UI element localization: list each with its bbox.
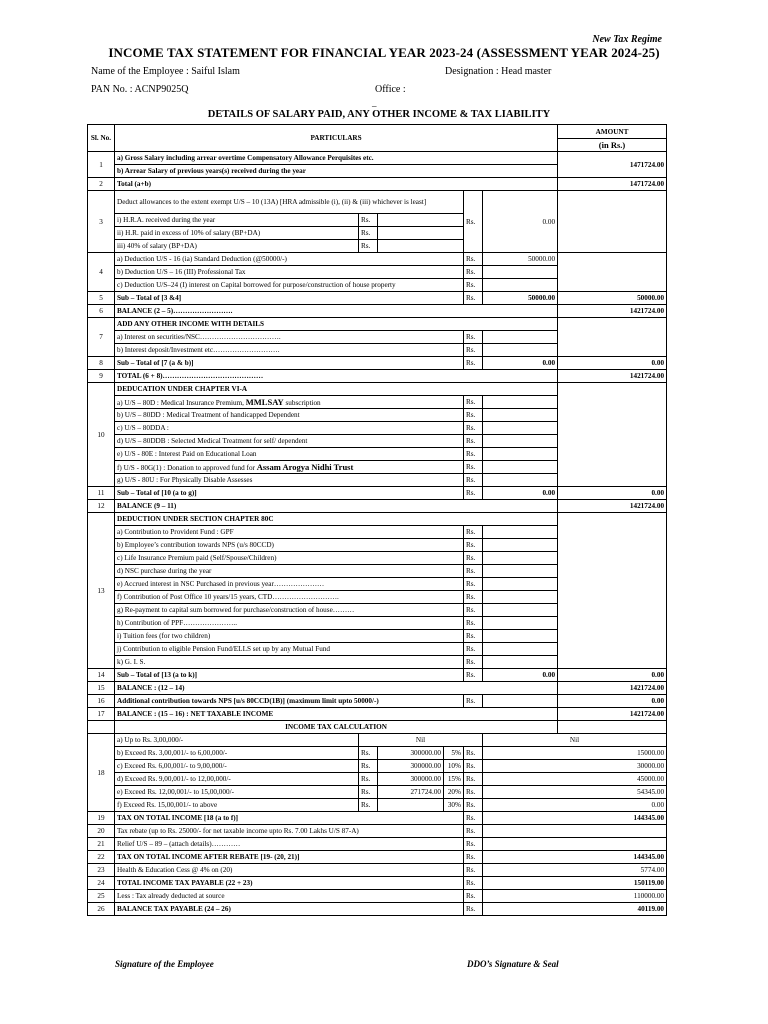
- row-label: c) Deduction U/S–24 (I) interest on Capital borrowed for purpose/construction of house property: [115, 279, 464, 292]
- table-row: 5 Sub – Total of [3 &4] Rs. 50000.00 50000.00: [88, 292, 667, 305]
- row-label: BALANCE (9 – 11): [115, 500, 558, 513]
- row-label: b) U/S – 80DD : Medical Treatment of handicapped Dependent: [115, 409, 464, 422]
- amount-cell: 0.00: [483, 799, 667, 812]
- table-row: 6 BALANCE (2 – 5)……………………. 1421724.00: [88, 305, 667, 318]
- row-label: f) Contribution of Post Office 10 years/15 years, CTD……………………….: [115, 591, 464, 604]
- table-row: 14 Sub – Total of [13 (a to k)] Rs. 0.00 0.00: [88, 669, 667, 682]
- rs-label: Rs.: [464, 539, 483, 552]
- rs-label: Rs.: [464, 266, 483, 279]
- amount-cell: 0.00: [558, 357, 667, 370]
- amount-cell: 144345.00: [483, 812, 667, 825]
- ddo-signature-label: DDO’s Signature & Seal: [467, 959, 559, 969]
- table-row: 2 Total (a+b) 1471724.00: [88, 178, 667, 191]
- amount-cell: 30000.00: [483, 760, 667, 773]
- row-label: DEDUCTION UNDER SECTION CHAPTER 80C: [115, 513, 558, 526]
- row-label: j) Contribution to eligible Pension Fund/ELLS set up by any Mutual Fund: [115, 643, 464, 656]
- rs-label: Rs.: [464, 552, 483, 565]
- employee-name: Name of the Employee : Saiful Islam: [91, 66, 240, 77]
- dash-mark: _: [372, 98, 377, 108]
- rs-label: Rs.: [464, 357, 483, 370]
- table-row: 21 Relief U/S – 89 – (attach details)………… Rs.: [88, 838, 667, 851]
- base-cell: 271724.00: [378, 786, 444, 799]
- table-row: [88, 773, 667, 786]
- row-label: Tax rebate (up to Rs. 25000/- for net taxable income upto Rs. 7.00 Lakhs U/S 87-A): [115, 825, 464, 838]
- table-row: 10 DEDUCATION UNDER CHAPTER VI-A: [88, 383, 667, 396]
- table-row: 12 BALANCE (9 – 11) 1421724.00: [88, 500, 667, 513]
- row-label: BALANCE TAX PAYABLE (24 – 26): [115, 903, 464, 916]
- row-label: iii) 40% of salary (BP+DA): [115, 240, 359, 253]
- row-label: Total (a+b): [115, 178, 558, 191]
- table-row: 19 TAX ON TOTAL INCOME [18 (a to f)] Rs. 144345.00: [88, 812, 667, 825]
- table-row: 4 a) Deduction U/S - 16 (ia) Standard Deduction (@50000/-) Rs. 50000.00: [88, 253, 667, 266]
- amount-cell: 1421724.00: [558, 370, 667, 383]
- row-label: a) Up to Rs. 3,00,000/-: [115, 734, 359, 747]
- amount-cell: 1421724.00: [558, 305, 667, 318]
- row-label: BALANCE (2 – 5)…………………….: [115, 305, 558, 318]
- row-label: TAX ON TOTAL INCOME [18 (a to f)]: [115, 812, 464, 825]
- rs-label: Rs.: [464, 461, 483, 474]
- rate-cell: 5%: [444, 747, 464, 760]
- row-label: Additional contribution towards NPS [u/s 80CCD(1B)] (maximum limit upto 50000/-): [115, 695, 464, 708]
- row-label: TAX ON TOTAL INCOME AFTER REBATE [19- (20, 21)]: [115, 851, 464, 864]
- row-label: e) U/S - 80E : Interest Paid on Educational Loan: [115, 448, 464, 461]
- amount-cell: 1421724.00: [558, 500, 667, 513]
- employee-signature-label: Signature of the Employee: [115, 959, 214, 969]
- table-header-row: [88, 125, 667, 139]
- rs-label: Rs.: [464, 448, 483, 461]
- base-cell: 300000.00: [378, 747, 444, 760]
- rs-label: Rs.: [464, 877, 483, 890]
- statement-title: INCOME TAX STATEMENT FOR FINANCIAL YEAR 2023-24 (ASSESSMENT YEAR 2024-25): [108, 45, 660, 60]
- rs-label: Rs.: [464, 565, 483, 578]
- table-row: 26 BALANCE TAX PAYABLE (24 – 26) Rs. 40119.00: [88, 903, 667, 916]
- row-label: Relief U/S – 89 – (attach details)…………: [115, 838, 464, 851]
- row-label: k) G. I. S.: [115, 656, 464, 669]
- row-label: a) Interest on securities/NSC…………………………….: [115, 331, 464, 344]
- value-cell: 0.00: [483, 669, 558, 682]
- rs-label: Rs.: [464, 617, 483, 630]
- rs-label: Rs.: [464, 409, 483, 422]
- table-row: 25 Less : Tax already deducted at source Rs. 110000.00: [88, 890, 667, 903]
- table-row: 22 TAX ON TOTAL INCOME AFTER REBATE [19- (20, 21)] Rs. 144345.00: [88, 851, 667, 864]
- rs-label: Rs.: [359, 760, 378, 773]
- amount-cell: 15000.00: [483, 747, 667, 760]
- table-row: 1 a) Gross Salary including arrear overtime Compensatory Allowance Perquisites etc. 1471724.00: [88, 152, 667, 165]
- rs-label: Rs.: [464, 487, 483, 500]
- amount-cell: 0.00: [558, 487, 667, 500]
- amount-cell: 45000.00: [483, 773, 667, 786]
- table-row: [88, 799, 667, 812]
- table-row: 3 Deduct allowances to the extent exempt U/S – 10 (13A) [HRA admissible (i), (ii) & (iii) whichever is least] Rs. 0.00: [88, 191, 667, 214]
- rs-label: Rs.: [464, 474, 483, 487]
- row-label: b) Interest deposit/Investment etc……………………….: [115, 344, 464, 357]
- value-cell: 50000.00: [483, 292, 558, 305]
- amount-cell: 144345.00: [483, 851, 667, 864]
- row-label: Less : Tax already deducted at source: [115, 890, 464, 903]
- table-row: 9 TOTAL (6 + 8)…………………………………… 1421724.00: [88, 370, 667, 383]
- col-amount-header: AMOUNT: [558, 125, 667, 139]
- rs-label: Rs.: [359, 786, 378, 799]
- amount-cell: 1421724.00: [558, 708, 667, 721]
- rs-label: Rs.: [464, 526, 483, 539]
- rs-label: Rs.: [464, 396, 483, 409]
- rs-label: Rs.: [464, 695, 483, 708]
- row-label: c) U/S – 80DDA :: [115, 422, 464, 435]
- row-label: Health & Education Cess @ 4% on (20): [115, 864, 464, 877]
- row-label: d) NSC purchase during the year: [115, 565, 464, 578]
- rs-label: Rs.: [464, 890, 483, 903]
- rs-label: Rs.: [464, 851, 483, 864]
- row-label: f) Exceed Rs. 15,00,001/- to above: [115, 799, 359, 812]
- designation: Designation : Head master: [445, 66, 552, 77]
- rate-cell: 20%: [444, 786, 464, 799]
- rate-cell: 10%: [444, 760, 464, 773]
- table-row: 13 DEDUCTION UNDER SECTION CHAPTER 80C: [88, 513, 667, 526]
- table-row: 24 TOTAL INCOME TAX PAYABLE (22 + 23) Rs. 150119.00: [88, 877, 667, 890]
- table-row: [88, 786, 667, 799]
- row-label: BALANCE : (15 – 16) : NET TAXABLE INCOME: [115, 708, 558, 721]
- statement-table: [87, 124, 667, 916]
- rs-label: Rs.: [464, 747, 483, 760]
- row-label: ADD ANY OTHER INCOME WITH DETAILS: [115, 318, 558, 331]
- rs-label: Rs.: [464, 773, 483, 786]
- rs-label: Rs.: [464, 669, 483, 682]
- rs-label: Rs.: [464, 422, 483, 435]
- row-label: f) U/S - 80G(1) : Donation to approved fund for Assam Arogya Nidhi Trust: [115, 461, 464, 474]
- rs-label: Rs.: [464, 279, 483, 292]
- office: Office :: [375, 84, 406, 95]
- amount-cell: 5774.00: [483, 864, 667, 877]
- row-label: i) Tuition fees (for two children): [115, 630, 464, 643]
- table-row: [88, 747, 667, 760]
- amount-cell: 40119.00: [483, 903, 667, 916]
- row-label: b) Employee’s contribution towards NPS (u/s 80CCD): [115, 539, 464, 552]
- rs-label: Rs.: [464, 292, 483, 305]
- rs-label: Rs.: [464, 591, 483, 604]
- row-label: a) Contribution to Provident Fund : GPF: [115, 526, 464, 539]
- row-label: c) Exceed Rs. 6,00,001/- to 9,00,000/-: [115, 760, 359, 773]
- row-label: b) Deduction U/S – 16 (III) Professional Tax: [115, 266, 464, 279]
- table-row: 18 a) Up to Rs. 3,00,000/- Nil Nil: [88, 734, 667, 747]
- value-cell: 0.00: [483, 191, 558, 253]
- amount-cell: 1471724.00: [558, 178, 667, 191]
- row-label: Sub – Total of [7 (a & b)]: [115, 357, 464, 370]
- row-label: BALANCE : (12 – 14): [115, 682, 558, 695]
- row-label: d) Exceed Rs. 9,00,001/- to 12,00,000/-: [115, 773, 359, 786]
- rs-label: Rs.: [359, 227, 378, 240]
- row-label: Sub – Total of [10 (a to g)]: [115, 487, 464, 500]
- rs-label: Rs.: [359, 747, 378, 760]
- row-label: Sub – Total of [13 (a to k)]: [115, 669, 464, 682]
- row-label: b) Arrear Salary of previous years(s) received during the year: [115, 165, 558, 178]
- base-cell: 300000.00: [378, 773, 444, 786]
- value-cell: 0.00: [483, 357, 558, 370]
- rate-cell: 15%: [444, 773, 464, 786]
- rs-label: Rs.: [464, 864, 483, 877]
- row-label: Sub – Total of [3 &4]: [115, 292, 464, 305]
- rs-label: Rs.: [464, 630, 483, 643]
- table-row: 7 ADD ANY OTHER INCOME WITH DETAILS: [88, 318, 667, 331]
- row-label: e) Accrued interest in NSC Purchased in previous year…………………: [115, 578, 464, 591]
- rs-label: Rs.: [464, 786, 483, 799]
- rs-label: Rs.: [464, 344, 483, 357]
- rs-label: Rs.: [464, 578, 483, 591]
- pan-number: PAN No. : ACNP9025Q: [91, 84, 189, 95]
- rate-cell: 30%: [444, 799, 464, 812]
- rs-label: Rs.: [464, 656, 483, 669]
- rs-label: Rs.: [464, 643, 483, 656]
- table-row: 16 Additional contribution towards NPS [u/s 80CCD(1B)] (maximum limit upto 50000/-) Rs. 0.00: [88, 695, 667, 708]
- table-row: 17 BALANCE : (15 – 16) : NET TAXABLE INCOME 1421724.00: [88, 708, 667, 721]
- row-label: b) Exceed Rs. 3,00,001/- to 6,00,000/-: [115, 747, 359, 760]
- col-particulars-header: PARTICULARS: [115, 125, 558, 152]
- row-label: g) Re-payment to capital sum borrowed for purchase/construction of house………: [115, 604, 464, 617]
- table-row: 23 Health & Education Cess @ 4% on (20) Rs. 5774.00: [88, 864, 667, 877]
- rs-label: Rs.: [359, 240, 378, 253]
- row-label: d) U/S – 80DDB : Selected Medical Treatment for self/ dependent: [115, 435, 464, 448]
- row-label: h) Contribution of PPF…………………..: [115, 617, 464, 630]
- table-row: [88, 760, 667, 773]
- amount-cell: 1471724.00: [558, 152, 667, 178]
- row-label: a) Gross Salary including arrear overtime Compensatory Allowance Perquisites etc.: [115, 152, 558, 165]
- row-label: c) Life Insurance Premium paid (Self/Spouse/Children): [115, 552, 464, 565]
- row-label: g) U/S - 80U : For Physically Disable Assesses: [115, 474, 464, 487]
- row-label: i) H.R.A. received during the year: [115, 214, 359, 227]
- row-label: TOTAL (6 + 8)……………………………………: [115, 370, 558, 383]
- table-row: 15 BALANCE : (12 – 14) 1421724.00: [88, 682, 667, 695]
- tax-calculation-title: INCOME TAX CALCULATION: [115, 721, 558, 734]
- row-label: a) Deduction U/S - 16 (ia) Standard Deduction (@50000/-): [115, 253, 464, 266]
- rs-label: Rs.: [464, 799, 483, 812]
- nil-cell: Nil: [359, 734, 483, 747]
- row-label: ii) H.R. paid in excess of 10% of salary (BP+DA): [115, 227, 359, 240]
- amount-cell: 0.00: [558, 695, 667, 708]
- amount-cell: 54345.00: [483, 786, 667, 799]
- rs-label: Rs.: [359, 773, 378, 786]
- row-label: e) Exceed Rs. 12,00,001/- to 15,00,000/-: [115, 786, 359, 799]
- rs-label: Rs.: [464, 604, 483, 617]
- amount-cell: 50000.00: [558, 292, 667, 305]
- rs-label: Rs.: [464, 253, 483, 266]
- table-row: 11 Sub – Total of [10 (a to g)] Rs. 0.00 0.00: [88, 487, 667, 500]
- value-cell: 0.00: [483, 487, 558, 500]
- amount-cell: 0.00: [558, 669, 667, 682]
- value-cell: 50000.00: [483, 253, 558, 266]
- rs-label: Rs.: [464, 191, 483, 253]
- col-sl-header: Sl. No.: [88, 125, 115, 152]
- nil-cell: Nil: [483, 734, 667, 747]
- rs-label: Rs.: [464, 812, 483, 825]
- rs-label: Rs.: [464, 903, 483, 916]
- row-label: TOTAL INCOME TAX PAYABLE (22 + 23): [115, 877, 464, 890]
- rs-label: Rs.: [359, 799, 378, 812]
- row-label: Deduct allowances to the extent exempt U/S – 10 (13A) [HRA admissible (i), (ii) & (iii) whichever is least]: [115, 191, 464, 214]
- rs-label: Rs.: [464, 331, 483, 344]
- col-amount-unit: (in Rs.): [558, 139, 667, 152]
- rs-label: Rs.: [464, 435, 483, 448]
- amount-cell: 150119.00: [483, 877, 667, 890]
- rs-label: Rs.: [464, 838, 483, 851]
- base-cell: 300000.00: [378, 760, 444, 773]
- tax-regime-label: New Tax Regime: [592, 34, 662, 45]
- rs-label: Rs.: [464, 760, 483, 773]
- section-subtitle: DETAILS OF SALARY PAID, ANY OTHER INCOME & TAX LIABILITY: [207, 109, 551, 120]
- amount-cell: 110000.00: [483, 890, 667, 903]
- amount-cell: 1421724.00: [558, 682, 667, 695]
- tax-calculation-header-row: [88, 721, 667, 734]
- rs-label: Rs.: [359, 214, 378, 227]
- table-row: 8 Sub – Total of [7 (a & b)] Rs. 0.00 0.00: [88, 357, 667, 370]
- row-label: a) U/S – 80D : Medical Insurance Premium, MMLSAY subscription: [115, 396, 464, 409]
- table-row: 20 Tax rebate (up to Rs. 25000/- for net taxable income upto Rs. 7.00 Lakhs U/S 87-A) Rs.: [88, 825, 667, 838]
- rs-label: Rs.: [464, 825, 483, 838]
- row-label: DEDUCATION UNDER CHAPTER VI-A: [115, 383, 558, 396]
